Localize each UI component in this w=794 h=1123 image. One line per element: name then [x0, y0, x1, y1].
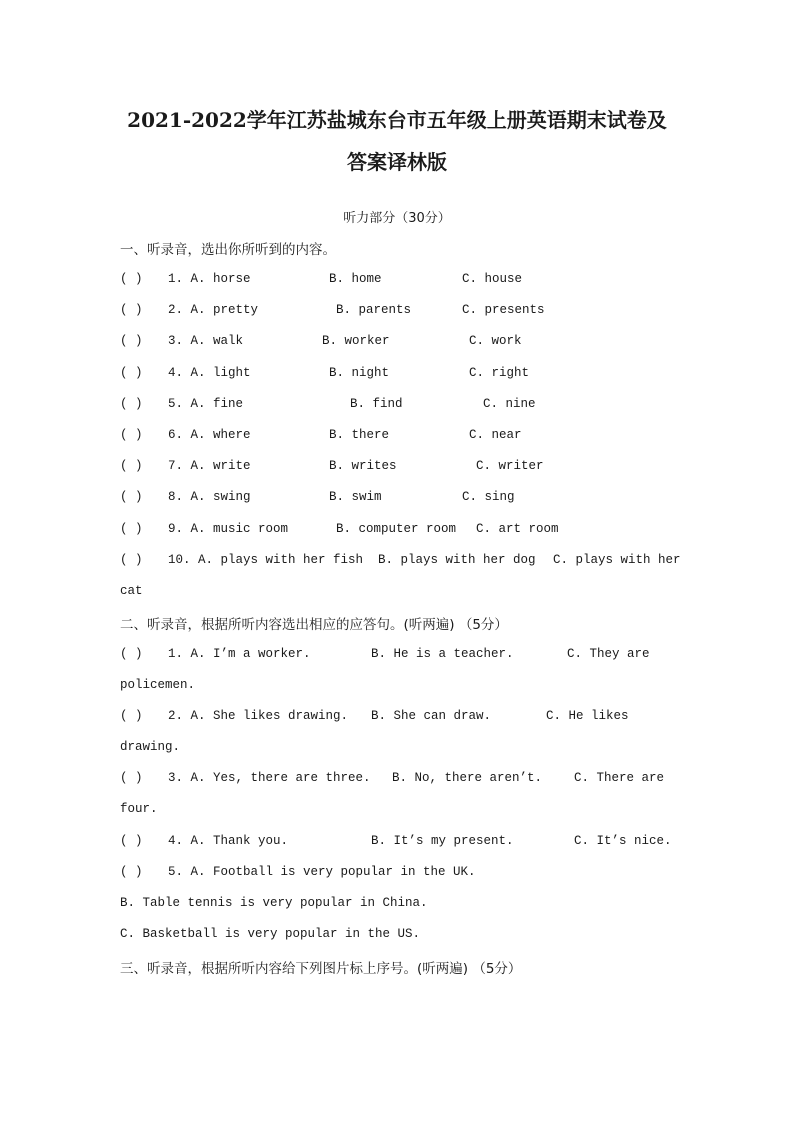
option-c: C. There are — [574, 771, 665, 785]
answer-bracket[interactable]: ( ) — [120, 522, 143, 536]
option-c: C. nine — [483, 397, 536, 411]
option-c: C. work — [469, 334, 522, 348]
option-b: B. home — [329, 272, 382, 286]
option-b: B. computer room — [336, 522, 457, 536]
option-c-continuation: policemen. — [120, 678, 196, 692]
answer-bracket[interactable]: ( ) — [120, 865, 143, 879]
option-b: B. No, there aren’t. — [392, 771, 543, 785]
option-b: B. night — [329, 366, 390, 380]
option-a: 1. A. horse — [168, 272, 251, 286]
answer-bracket[interactable]: ( ) — [120, 366, 143, 380]
answer-bracket[interactable]: ( ) — [120, 303, 143, 317]
option-a: 5. A. Football is very popular in the UK. — [168, 865, 476, 879]
option-b: B. It’s my present. — [371, 834, 514, 848]
doc-title-line2: 答案译林版 — [347, 150, 447, 174]
option-a: 1. A. I’m a worker. — [168, 647, 311, 661]
section1-heading: 一、听录音，选出你所听到的内容。 — [120, 242, 336, 258]
answer-bracket[interactable]: ( ) — [120, 709, 143, 723]
option-c: C. right — [469, 366, 530, 380]
answer-bracket[interactable]: ( ) — [120, 459, 143, 473]
option-a: 2. A. pretty — [168, 303, 259, 317]
option-c-continuation: drawing. — [120, 740, 181, 754]
answer-bracket[interactable]: ( ) — [120, 834, 143, 848]
option-c: C. He likes — [546, 709, 629, 723]
option-a: 7. A. write — [168, 459, 251, 473]
option-a: 8. A. swing — [168, 490, 251, 504]
answer-bracket[interactable]: ( ) — [120, 397, 143, 411]
option-c: C. It’s nice. — [574, 834, 672, 848]
option-a: 3. A. Yes, there are three. — [168, 771, 371, 785]
option-b: B. writes — [329, 459, 397, 473]
option-c: C. plays with her — [553, 553, 681, 567]
option-c: C. writer — [476, 459, 544, 473]
option-b: B. worker — [322, 334, 390, 348]
answer-bracket[interactable]: ( ) — [120, 771, 143, 785]
option-b: B. He is a teacher. — [371, 647, 514, 661]
option-c: C. house — [462, 272, 523, 286]
option-a: 4. A. Thank you. — [168, 834, 289, 848]
option-b: B. find — [350, 397, 403, 411]
option-a: 5. A. fine — [168, 397, 244, 411]
doc-title-line1: 2021-2022学年江苏盐城东台市五年级上册英语期末试卷及 — [127, 108, 667, 132]
part-heading: 听力部分（30分） — [343, 211, 451, 226]
option-a: 3. A. walk — [168, 334, 244, 348]
option-c: C. art room — [476, 522, 559, 536]
option-b: B. parents — [336, 303, 412, 317]
answer-bracket[interactable]: ( ) — [120, 428, 143, 442]
option-b-line: B. Table tennis is very popular in China. — [120, 896, 428, 910]
answer-bracket[interactable]: ( ) — [120, 553, 143, 567]
option-a: 10. A. plays with her fish — [168, 553, 364, 567]
option-b: B. there — [329, 428, 390, 442]
option-c: C. They are — [567, 647, 650, 661]
option-b: B. plays with her dog — [378, 553, 536, 567]
option-a: 2. A. She likes drawing. — [168, 709, 349, 723]
option-b: B. She can draw. — [371, 709, 492, 723]
option-c-line: C. Basketball is very popular in the US. — [120, 927, 421, 941]
option-a: 4. A. light — [168, 366, 251, 380]
answer-bracket[interactable]: ( ) — [120, 490, 143, 504]
option-a: 6. A. where — [168, 428, 251, 442]
option-c: C. presents — [462, 303, 545, 317]
answer-bracket[interactable]: ( ) — [120, 272, 143, 286]
answer-bracket[interactable]: ( ) — [120, 334, 143, 348]
option-c: C. near — [469, 428, 522, 442]
option-c-continuation: four. — [120, 802, 158, 816]
answer-bracket[interactable]: ( ) — [120, 647, 143, 661]
option-c-continuation: cat — [120, 584, 143, 598]
option-b: B. swim — [329, 490, 382, 504]
section2-heading: 二、听录音，根据所听内容选出相应的应答句。(听两遍) （5分） — [120, 617, 508, 633]
option-c: C. sing — [462, 490, 515, 504]
option-a: 9. A. music room — [168, 522, 289, 536]
section3-heading: 三、听录音，根据所听内容给下列图片标上序号。(听两遍) （5分） — [120, 961, 522, 977]
